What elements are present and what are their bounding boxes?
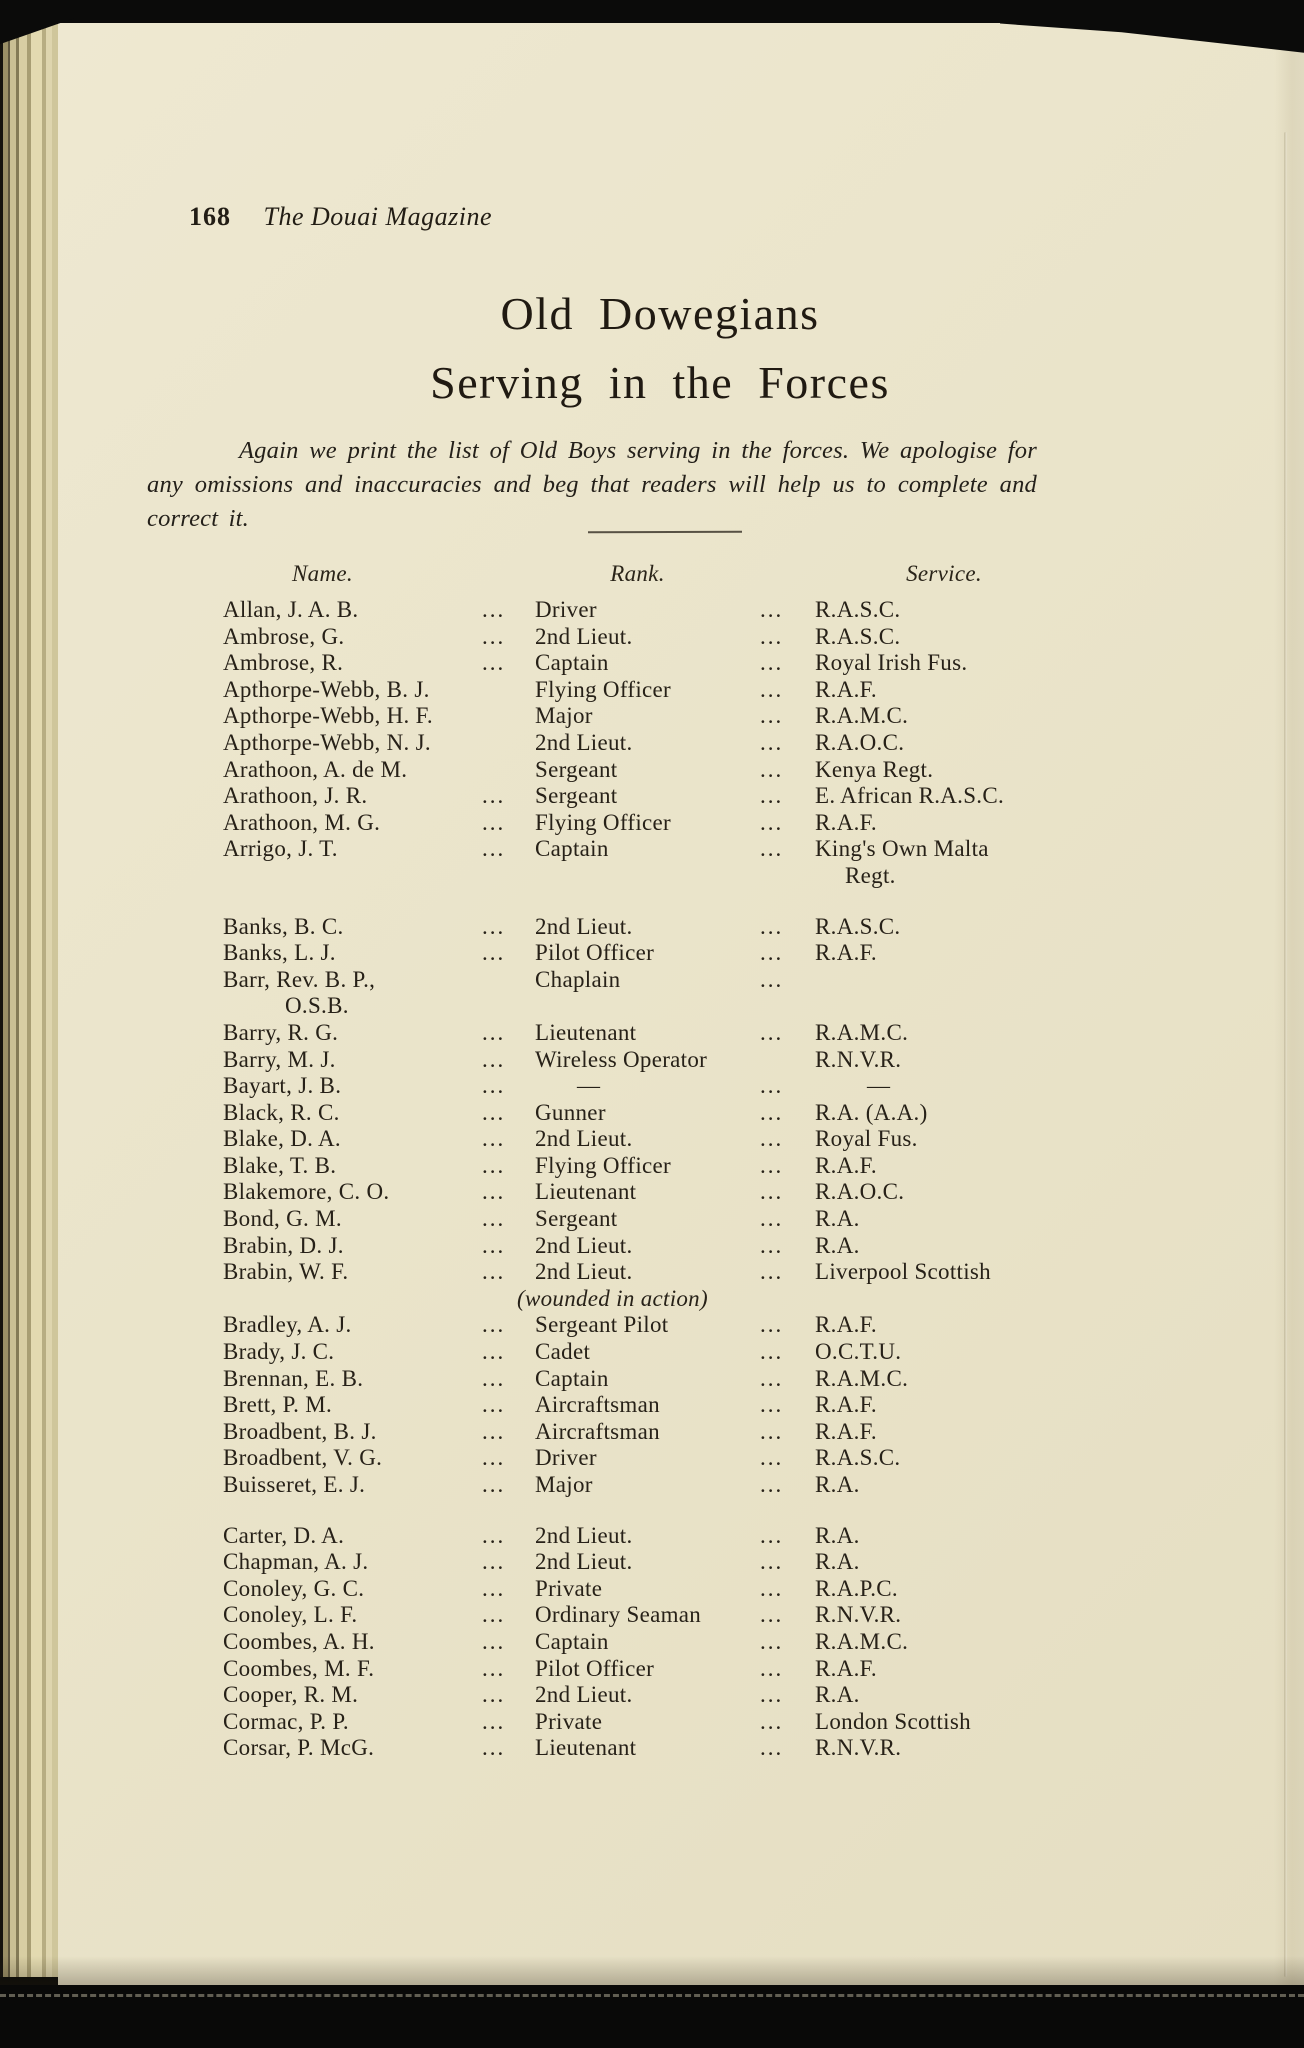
dots-separator: ... — [760, 1019, 784, 1045]
name-cell: Ambrose, G. — [223, 623, 345, 649]
name-cell: Apthorpe-Webb, N. J. — [223, 729, 431, 755]
roster-row — [223, 1233, 1123, 1260]
dots-separator — [482, 677, 535, 704]
rank-cell: 2nd Lieut. — [535, 1549, 633, 1575]
roster-row — [223, 1682, 1123, 1709]
name-cell: Ambrose, R. — [223, 650, 344, 676]
rank-cell: Pilot Officer — [535, 1655, 655, 1681]
dots-separator: ... — [482, 1312, 506, 1338]
rank-cell: Captain — [535, 1628, 609, 1654]
dots-separator: ... — [760, 1179, 784, 1205]
service-cell: R.N.V.R. — [815, 1735, 902, 1761]
dots-separator: ... — [760, 1152, 784, 1178]
dots-separator: ... — [760, 836, 784, 862]
rank-cell: 2nd Lieut. — [535, 1232, 633, 1258]
rank-cell: Sergeant — [535, 1206, 618, 1232]
article-title — [140, 286, 1180, 410]
service-cell: R.A.P.C. — [815, 1575, 898, 1601]
name-cell: Arathoon, A. de M. — [223, 756, 408, 782]
dots-separator: ... — [482, 1602, 506, 1628]
dots-separator: ... — [760, 1575, 784, 1601]
name-cell: Barry, R. G. — [223, 1019, 339, 1045]
roster-body — [223, 597, 1123, 1762]
roster-row — [223, 730, 1123, 757]
roster-row — [223, 1100, 1123, 1127]
dots-separator: ... — [482, 783, 506, 809]
page-bottom-shadow — [0, 1956, 1304, 1985]
dots-separator: ... — [760, 623, 784, 649]
dots-separator: ... — [760, 1339, 784, 1365]
rank-cell: Lieutenant — [535, 1019, 637, 1045]
dots-separator: ... — [482, 1259, 506, 1285]
service-cell: R.A.M.C. — [815, 1365, 909, 1391]
dots-separator: ... — [760, 1365, 784, 1391]
service-cell: R.A.S.C. — [815, 1445, 901, 1471]
rank-cell: Lieutenant — [535, 1735, 637, 1761]
roster-row — [223, 967, 1123, 994]
name-cell: Arathoon, J. R. — [223, 783, 368, 809]
name-cell: Conoley, G. C. — [223, 1575, 365, 1601]
dots-separator: ... — [760, 1682, 784, 1708]
service-cell: R.A.F. — [815, 1152, 877, 1178]
rank-cell: Flying Officer — [535, 809, 672, 835]
rank-cell: Major — [535, 1472, 593, 1497]
dots-separator: ... — [482, 1445, 506, 1471]
dots-separator: ... — [482, 809, 506, 835]
dots-separator: ... — [482, 1392, 506, 1418]
dots-separator: ... — [482, 650, 506, 676]
dots-separator — [482, 757, 535, 784]
service-cell: Kenya Regt. — [815, 756, 934, 782]
dots-separator — [482, 730, 535, 757]
rank-column-header: Rank. — [610, 561, 665, 586]
service-cell-line2: Regt. — [845, 862, 896, 888]
name-cell: Blake, T. B. — [223, 1152, 337, 1178]
dots-separator: ... — [760, 1206, 784, 1232]
rank-cell: Lieutenant — [535, 1179, 637, 1205]
rank-cell: Driver — [535, 597, 597, 622]
dots-separator: ... — [760, 597, 784, 622]
roster-group — [223, 597, 1123, 890]
roster-row — [223, 1576, 1123, 1603]
rank-cell: Sergeant — [535, 783, 618, 809]
service-cell: R.A.S.C. — [815, 913, 901, 939]
roster-row — [223, 1179, 1123, 1206]
service-cell: R.A.O.C. — [815, 1179, 905, 1205]
dots-separator: ... — [482, 940, 506, 966]
name-cell: Black, R. C. — [223, 1099, 340, 1125]
name-cell-line2: O.S.B. — [285, 993, 349, 1019]
rank-cell: Pilot Officer — [535, 940, 655, 966]
name-cell: Banks, B. C. — [223, 913, 344, 939]
name-cell: Brabin, D. J. — [223, 1232, 344, 1258]
dots-separator: ... — [482, 913, 506, 939]
service-cell: R.A.F. — [815, 1392, 877, 1418]
dots-separator: ... — [760, 940, 784, 966]
rank-cell: Captain — [535, 650, 609, 676]
name-cell: Broadbent, V. G. — [223, 1445, 383, 1471]
dots-separator: ... — [760, 1418, 784, 1444]
dots-separator: ... — [760, 1735, 784, 1761]
roster-row — [223, 1656, 1123, 1683]
roster-row — [223, 1392, 1123, 1419]
dots-separator: ... — [482, 1655, 506, 1681]
dots-separator: ... — [482, 1628, 506, 1654]
dots-separator: ... — [482, 1073, 506, 1099]
dots-separator: ... — [482, 1046, 506, 1072]
dots-separator: ... — [482, 1418, 506, 1444]
name-cell: Carter, D. A. — [223, 1522, 345, 1548]
service-cell: E. African R.A.S.C. — [815, 783, 1005, 809]
roster-group — [223, 1523, 1123, 1762]
dots-separator: ... — [482, 1365, 506, 1391]
roster-row — [223, 1259, 1123, 1286]
name-cell: Allan, J. A. B. — [223, 597, 359, 622]
dots-separator: ... — [760, 1392, 784, 1418]
service-cell: R.A.S.C. — [815, 597, 901, 622]
rank-cell: Private — [535, 1708, 603, 1734]
roster-row — [223, 757, 1123, 784]
roster-row — [223, 1020, 1123, 1047]
name-cell: Blake, D. A. — [223, 1126, 341, 1152]
rank-cell: 2nd Lieut. — [535, 729, 633, 755]
rank-cell: Cadet — [535, 1339, 591, 1365]
running-header — [189, 202, 492, 232]
name-cell: Cooper, R. M. — [223, 1682, 359, 1708]
service-cell: — — [867, 1073, 891, 1099]
rank-cell: 2nd Lieut. — [535, 623, 633, 649]
article-title-line2: Serving in the Forces — [430, 357, 890, 409]
rank-cell: Sergeant Pilot — [535, 1312, 669, 1338]
service-cell: R.A. — [815, 1522, 860, 1548]
roster-row — [223, 1523, 1123, 1550]
book-page-edges — [0, 24, 58, 1977]
dots-separator: ... — [482, 1179, 506, 1205]
roster-row — [223, 940, 1123, 967]
roster-table — [223, 560, 1123, 1762]
dots-separator: ... — [482, 623, 506, 649]
dots-separator: ... — [482, 1549, 506, 1575]
name-cell: Brabin, W. F. — [223, 1259, 349, 1285]
roster-row — [223, 1153, 1123, 1180]
name-cell: Apthorpe-Webb, B. J. — [223, 676, 430, 702]
rank-cell: Ordinary Seaman — [535, 1602, 702, 1628]
dots-separator: ... — [760, 966, 784, 992]
service-cell: O.C.T.U. — [815, 1339, 902, 1365]
service-cell: R.A. (A.A.) — [815, 1099, 928, 1125]
dots-separator: ... — [760, 1602, 784, 1628]
dots-separator: ... — [482, 1099, 506, 1125]
service-cell: R.A.F. — [815, 809, 877, 835]
service-cell: R.A.M.C. — [815, 1019, 909, 1045]
wounded-in-action-note: (wounded in action) — [517, 1285, 708, 1311]
rank-cell: Wireless Operator — [535, 1046, 708, 1072]
service-cell: R.A.M.C. — [815, 703, 909, 729]
dots-separator: ... — [482, 1339, 506, 1365]
roster-row — [223, 650, 1123, 677]
roster-row — [223, 914, 1123, 941]
dots-separator: ... — [760, 729, 784, 755]
roster-row-continuation — [223, 993, 1123, 1020]
rank-cell: Captain — [535, 1365, 609, 1391]
dots-separator: ... — [760, 809, 784, 835]
roster-row — [223, 1709, 1123, 1736]
dots-separator: ... — [482, 1708, 506, 1734]
service-cell: R.A. — [815, 1472, 860, 1497]
service-cell — [815, 967, 1123, 994]
name-cell: Cormac, P. P. — [223, 1708, 349, 1734]
dots-separator: ... — [482, 1522, 506, 1548]
dots-separator: ... — [760, 913, 784, 939]
service-cell: R.A.F. — [815, 1418, 877, 1444]
name-cell: Chapman, A. J. — [223, 1549, 369, 1575]
dots-separator: ... — [760, 1073, 784, 1099]
name-cell: Buisseret, E. J. — [223, 1472, 366, 1497]
roster-row — [223, 810, 1123, 837]
rank-cell: 2nd Lieut. — [535, 913, 633, 939]
dots-separator: ... — [482, 1206, 506, 1232]
service-cell: R.A.O.C. — [815, 729, 905, 755]
roster-row-note — [223, 1286, 1123, 1313]
dots-separator: ... — [760, 1628, 784, 1654]
dots-separator: ... — [482, 1682, 506, 1708]
service-cell: R.N.V.R. — [815, 1602, 902, 1628]
service-cell: R.A.F. — [815, 1312, 877, 1338]
roster-row — [223, 1312, 1123, 1339]
dots-separator — [760, 1047, 815, 1074]
service-cell: R.A. — [815, 1549, 860, 1575]
dots-separator: ... — [760, 650, 784, 676]
dots-separator: ... — [482, 836, 506, 862]
dots-separator: ... — [760, 1312, 784, 1338]
dots-separator — [482, 967, 535, 994]
name-cell: Bayart, J. B. — [223, 1073, 342, 1099]
book-binding — [0, 1985, 1304, 2048]
roster-row — [223, 1549, 1123, 1576]
roster-row — [223, 1419, 1123, 1446]
roster-row — [223, 836, 1123, 863]
rank-cell: Gunner — [535, 1099, 606, 1125]
page-gutter-shade — [1274, 22, 1304, 1985]
rank-cell: Driver — [535, 1445, 597, 1471]
name-cell: Coombes, M. F. — [223, 1655, 375, 1681]
dots-separator: ... — [760, 1472, 784, 1497]
dots-separator: ... — [760, 1549, 784, 1575]
rank-cell: Flying Officer — [535, 676, 672, 702]
roster-row — [223, 1602, 1123, 1629]
service-cell: Royal Irish Fus. — [815, 650, 968, 676]
roster-row — [223, 597, 1123, 624]
roster-row — [223, 1366, 1123, 1393]
service-cell: R.A.F. — [815, 1655, 877, 1681]
rank-cell: Sergeant — [535, 756, 618, 782]
binding-stitch-line — [0, 1994, 1304, 1997]
dots-separator: ... — [760, 1655, 784, 1681]
roster-row — [223, 624, 1123, 651]
article-title-line1: Old Dowegians — [500, 288, 820, 339]
dots-separator: ... — [760, 676, 784, 702]
roster-group — [223, 914, 1123, 1499]
dots-separator: ... — [760, 1259, 784, 1285]
roster-row — [223, 1206, 1123, 1233]
service-cell: King's Own Malta — [815, 836, 989, 862]
roster-row — [223, 1339, 1123, 1366]
rank-cell: Private — [535, 1575, 603, 1601]
rank-cell: Chaplain — [535, 966, 621, 992]
name-cell: Corsar, P. McG. — [223, 1735, 375, 1761]
name-cell: Brennan, E. B. — [223, 1365, 364, 1391]
roster-row — [223, 1472, 1123, 1499]
name-cell: Coombes, A. H. — [223, 1628, 375, 1654]
rank-cell: 2nd Lieut. — [535, 1682, 633, 1708]
roster-row — [223, 1126, 1123, 1153]
dots-separator — [482, 703, 535, 730]
service-cell: R.A. — [815, 1682, 860, 1708]
rank-cell: 2nd Lieut. — [535, 1259, 633, 1285]
service-cell: R.N.V.R. — [815, 1046, 902, 1072]
rank-cell: 2nd Lieut. — [535, 1126, 633, 1152]
name-cell: Brett, P. M. — [223, 1392, 333, 1418]
name-cell: Arrigo, J. T. — [223, 836, 338, 862]
page-fold-line — [1284, 132, 1287, 1977]
service-cell: R.A. — [815, 1232, 860, 1258]
dots-separator: ... — [482, 1126, 506, 1152]
dots-separator: ... — [760, 1445, 784, 1471]
roster-row-continuation — [223, 863, 1123, 890]
name-cell: Bradley, A. J. — [223, 1312, 352, 1338]
dots-separator: ... — [482, 1152, 506, 1178]
service-cell: R.A. — [815, 1206, 860, 1232]
service-cell: R.A.F. — [815, 940, 877, 966]
rank-cell: 2nd Lieut. — [535, 1522, 633, 1548]
dots-separator: ... — [482, 1232, 506, 1258]
dots-separator: ... — [760, 1708, 784, 1734]
dots-separator: ... — [760, 1126, 784, 1152]
roster-row — [223, 1629, 1123, 1656]
name-cell: Barry, M. J. — [223, 1046, 336, 1072]
name-cell: Barr, Rev. B. P., — [223, 966, 376, 992]
roster-row — [223, 1735, 1123, 1762]
service-cell: London Scottish — [815, 1708, 971, 1734]
name-cell: Apthorpe-Webb, H. F. — [223, 703, 433, 729]
dots-separator: ... — [760, 703, 784, 729]
page-number: 168 — [189, 202, 231, 231]
roster-header-row — [223, 560, 1123, 587]
dots-separator: ... — [482, 1575, 506, 1601]
roster-row — [223, 703, 1123, 730]
intro-paragraph: Again we print the list of Old Boys serving in the forces. We apologise for any omissions and inaccuracies and beg that readers will help us to complete and correct it. — [147, 437, 1037, 532]
dots-separator: ... — [482, 1019, 506, 1045]
rank-cell: Flying Officer — [535, 1152, 672, 1178]
rank-cell: Aircraftsman — [535, 1392, 660, 1418]
service-cell: R.A.S.C. — [815, 623, 901, 649]
name-cell: Broadbent, B. J. — [223, 1418, 377, 1444]
roster-row — [223, 783, 1123, 810]
rank-cell: — — [577, 1073, 601, 1099]
name-cell: Brady, J. C. — [223, 1339, 335, 1365]
dots-separator: ... — [760, 1522, 784, 1548]
service-cell: R.A.F. — [815, 676, 877, 702]
rank-cell: Aircraftsman — [535, 1418, 660, 1444]
dots-separator: ... — [760, 1099, 784, 1125]
rank-cell: Major — [535, 703, 593, 729]
dots-separator: ... — [482, 597, 506, 622]
rank-cell: Captain — [535, 836, 609, 862]
magazine-title: The Douai Magazine — [263, 202, 493, 231]
service-column-header: Service. — [906, 561, 982, 586]
service-cell: Liverpool Scottish — [815, 1259, 991, 1285]
name-column-header: Name. — [292, 561, 353, 586]
dots-separator: ... — [760, 756, 784, 782]
roster-row — [223, 1073, 1123, 1100]
roster-row — [223, 677, 1123, 704]
dots-separator: ... — [760, 1232, 784, 1258]
name-cell: Bond, G. M. — [223, 1206, 342, 1232]
name-cell: Banks, L. J. — [223, 940, 336, 966]
dots-separator: ... — [482, 1472, 506, 1497]
name-cell: Conoley, L. F. — [223, 1602, 358, 1628]
name-cell: Arathoon, M. G. — [223, 809, 381, 835]
name-cell: Blakemore, C. O. — [223, 1179, 390, 1205]
service-cell: Royal Fus. — [815, 1126, 918, 1152]
service-cell: R.A.M.C. — [815, 1628, 909, 1654]
roster-row — [223, 1445, 1123, 1472]
roster-row — [223, 1047, 1123, 1074]
dots-separator: ... — [760, 783, 784, 809]
dots-separator: ... — [482, 1735, 506, 1761]
